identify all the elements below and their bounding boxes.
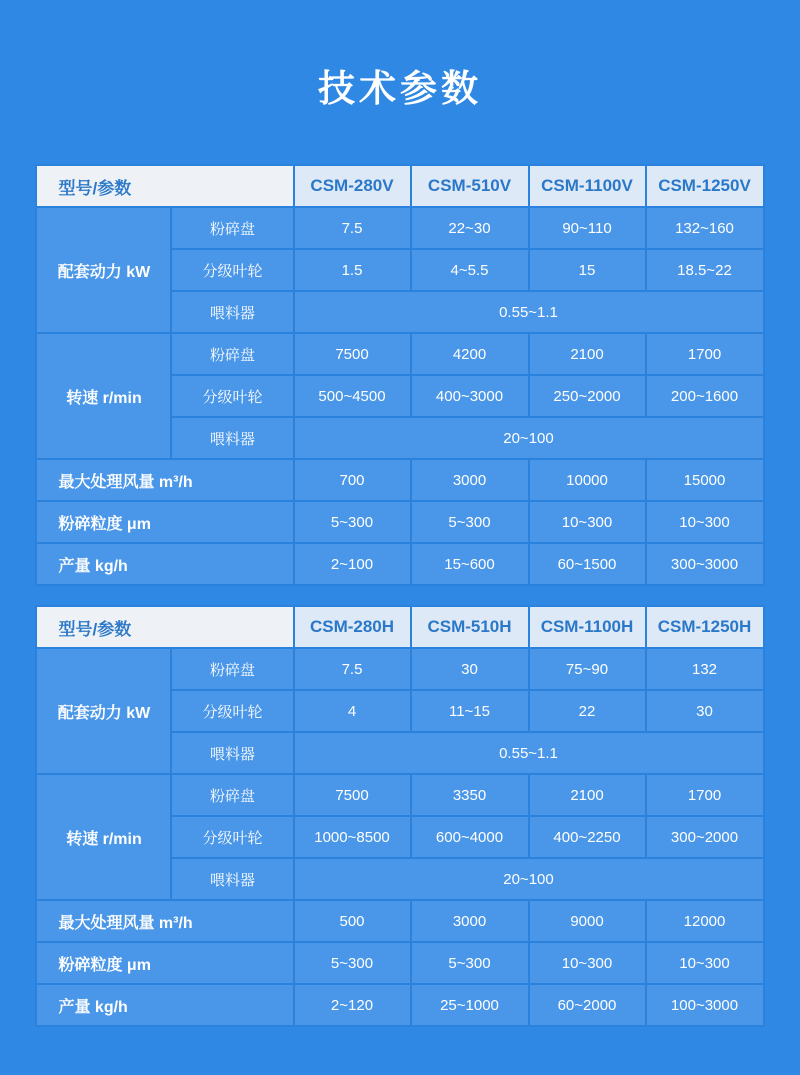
value-cell: 10~300: [529, 942, 646, 984]
value-cell: 1700: [646, 774, 764, 816]
value-cell: 5~300: [294, 942, 411, 984]
table-row: [36, 459, 763, 501]
value-cell: 100~3000: [646, 984, 764, 1026]
value-cell: 9000: [529, 900, 646, 942]
section-label-speed: 转速 r/min: [36, 333, 171, 459]
value-cell: 15000: [646, 459, 764, 501]
value-cell: 7.5: [294, 207, 411, 249]
sub-param-cell: 喂料器: [171, 732, 293, 774]
value-cell: 7500: [294, 333, 411, 375]
value-cell: 7500: [294, 774, 411, 816]
value-cell: 4200: [411, 333, 529, 375]
value-cell: 30: [646, 690, 764, 732]
value-cell: 5~300: [411, 501, 529, 543]
model-header-cell: CSM-1100V: [529, 165, 646, 207]
page-title: 技术参数: [318, 68, 482, 109]
merged-value-cell: 0.55~1.1: [294, 732, 764, 774]
value-cell: 5~300: [294, 501, 411, 543]
value-cell: 1.5: [294, 249, 411, 291]
value-cell: 15: [529, 249, 646, 291]
value-cell: 250~2000: [529, 375, 646, 417]
value-cell: 5~300: [411, 942, 529, 984]
model-header-cell: CSM-510V: [411, 165, 529, 207]
value-cell: 12000: [646, 900, 764, 942]
value-cell: 700: [294, 459, 411, 501]
value-cell: 2~120: [294, 984, 411, 1026]
value-cell: 3350: [411, 774, 529, 816]
value-cell: 10000: [529, 459, 646, 501]
row-label-airflow: 最大处理风量 m³/h: [36, 900, 293, 942]
value-cell: 200~1600: [646, 375, 764, 417]
value-cell: 500~4500: [294, 375, 411, 417]
merged-value-cell: 20~100: [294, 417, 764, 459]
value-cell: 4: [294, 690, 411, 732]
model-header-cell: CSM-510H: [411, 606, 529, 648]
value-cell: 3000: [411, 900, 529, 942]
value-cell: 400~2250: [529, 816, 646, 858]
value-cell: 22: [529, 690, 646, 732]
sub-param-cell: 分级叶轮: [171, 816, 293, 858]
section-label-power: 配套动力 kW: [36, 207, 171, 333]
sub-param-cell: 粉碎盘: [171, 648, 293, 690]
sub-param-cell: 喂料器: [171, 291, 293, 333]
sub-param-cell: 粉碎盘: [171, 207, 293, 249]
value-cell: 500: [294, 900, 411, 942]
value-cell: 22~30: [411, 207, 529, 249]
header-row: [36, 606, 763, 648]
value-cell: 15~600: [411, 543, 529, 585]
value-cell: 10~300: [529, 501, 646, 543]
value-cell: 60~1500: [529, 543, 646, 585]
table-row: [36, 648, 763, 690]
value-cell: 25~1000: [411, 984, 529, 1026]
section-label-speed: 转速 r/min: [36, 774, 171, 900]
value-cell: 10~300: [646, 942, 764, 984]
value-cell: 600~4000: [411, 816, 529, 858]
value-cell: 10~300: [646, 501, 764, 543]
value-cell: 30: [411, 648, 529, 690]
sub-param-cell: 分级叶轮: [171, 375, 293, 417]
row-label-fineness: 粉碎粒度 μm: [36, 501, 293, 543]
value-cell: 90~110: [529, 207, 646, 249]
spec-table-h-series: [35, 605, 764, 1027]
value-cell: 1700: [646, 333, 764, 375]
model-header-cell: CSM-280H: [294, 606, 411, 648]
section-label-power: 配套动力 kW: [36, 648, 171, 774]
row-label-fineness: 粉碎粒度 μm: [36, 942, 293, 984]
value-cell: 2100: [529, 774, 646, 816]
value-cell: 400~3000: [411, 375, 529, 417]
model-header-cell: CSM-280V: [294, 165, 411, 207]
value-cell: 300~3000: [646, 543, 764, 585]
table-row: [36, 333, 763, 375]
value-cell: 3000: [411, 459, 529, 501]
row-label-airflow: 最大处理风量 m³/h: [36, 459, 293, 501]
value-cell: 4~5.5: [411, 249, 529, 291]
sub-param-cell: 分级叶轮: [171, 690, 293, 732]
value-cell: 7.5: [294, 648, 411, 690]
value-cell: 60~2000: [529, 984, 646, 1026]
sub-param-cell: 粉碎盘: [171, 333, 293, 375]
sub-param-cell: 粉碎盘: [171, 774, 293, 816]
value-cell: 2100: [529, 333, 646, 375]
value-cell: 11~15: [411, 690, 529, 732]
table-row: [36, 900, 763, 942]
table-row: [36, 543, 763, 585]
value-cell: 2~100: [294, 543, 411, 585]
corner-header-cell: 型号/参数: [36, 606, 293, 648]
row-label-capacity: 产量 kg/h: [36, 984, 293, 1026]
model-header-cell: CSM-1100H: [529, 606, 646, 648]
header-row: [36, 165, 763, 207]
table-row: [36, 501, 763, 543]
value-cell: 1000~8500: [294, 816, 411, 858]
value-cell: 300~2000: [646, 816, 764, 858]
table-row: [36, 942, 763, 984]
spec-table-v-series: [35, 164, 764, 586]
value-cell: 75~90: [529, 648, 646, 690]
table-row: [36, 207, 763, 249]
sub-param-cell: 分级叶轮: [171, 249, 293, 291]
merged-value-cell: 20~100: [294, 858, 764, 900]
row-label-capacity: 产量 kg/h: [36, 543, 293, 585]
value-cell: 132~160: [646, 207, 764, 249]
sub-param-cell: 喂料器: [171, 858, 293, 900]
table-row: [36, 984, 763, 1026]
corner-header-cell: 型号/参数: [36, 165, 293, 207]
sub-param-cell: 喂料器: [171, 417, 293, 459]
value-cell: 132: [646, 648, 764, 690]
model-header-cell: CSM-1250H: [646, 606, 764, 648]
value-cell: 18.5~22: [646, 249, 764, 291]
merged-value-cell: 0.55~1.1: [294, 291, 764, 333]
table-row: [36, 774, 763, 816]
model-header-cell: CSM-1250V: [646, 165, 764, 207]
